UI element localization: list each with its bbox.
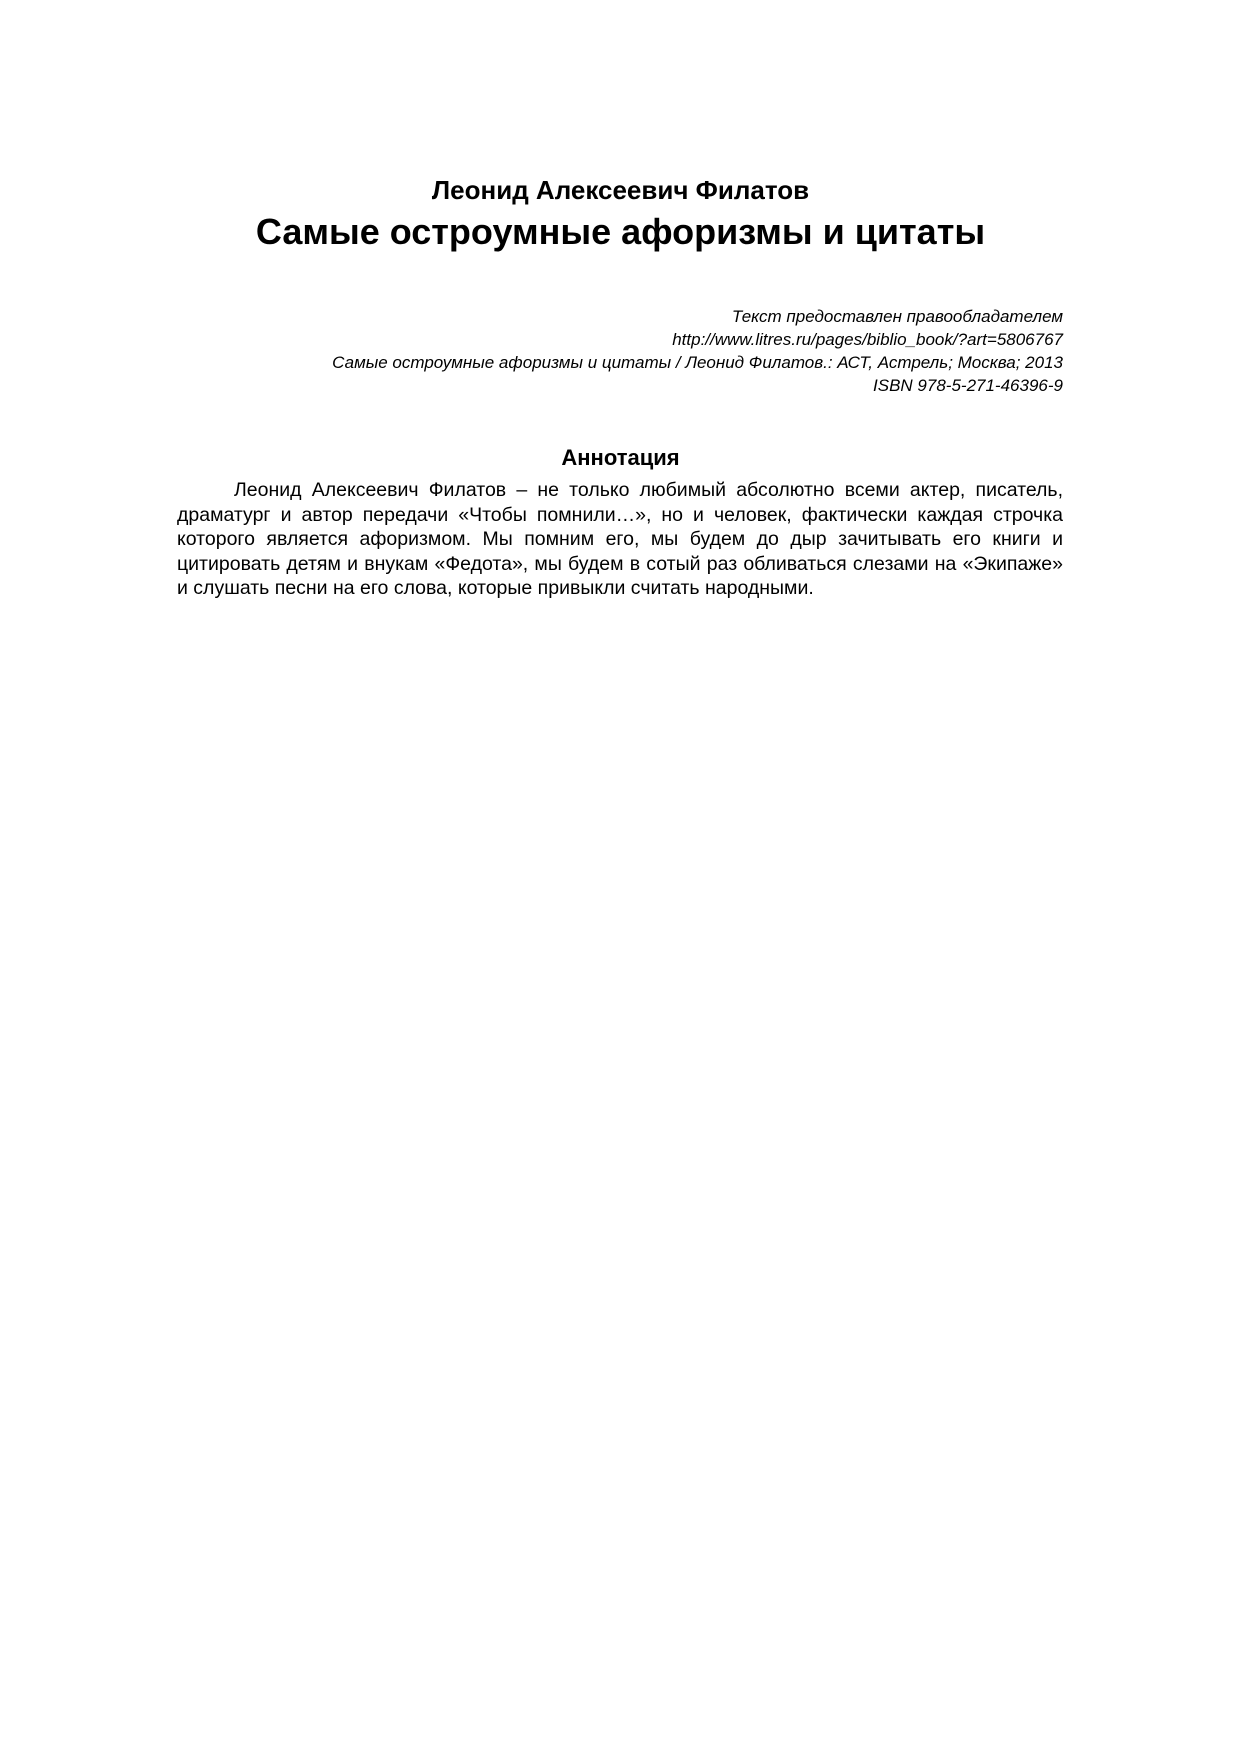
- book-title: Самые остроумные афоризмы и цитаты: [255, 211, 986, 252]
- isbn: ISBN 978-5-271-46396-9: [873, 376, 1063, 395]
- rights-holder-note: Текст предоставлен правообладателем: [731, 307, 1063, 326]
- publication-line: Самые остроумные афоризмы и цитаты / Леонид Филатов.: АСТ, Астрель; Москва; 2013: [332, 353, 1063, 372]
- annotation-heading: Аннотация: [561, 445, 680, 470]
- author-name: Леонид Алексеевич Филатов: [431, 175, 810, 205]
- publication-info: [163, 305, 1063, 397]
- annotation-text: Леонид Алексеевич Филатов – не только любимый абсолютно всеми актер, писатель, драматург и автор передачи «Чтобы помнили…», но и человек, фактически каждая строчка которого является афоризмом. Мы помним его, мы будем до дыр зачитывать его книги и цитировать детям и внукам «Федота», мы будем в сотый раз обливаться слезами на «Экипаже» и слушать песни на его слова, которые привыкли считать народными.: [177, 479, 1063, 599]
- source-url: http://www.litres.ru/pages/biblio_book/?art=5806767: [672, 330, 1063, 349]
